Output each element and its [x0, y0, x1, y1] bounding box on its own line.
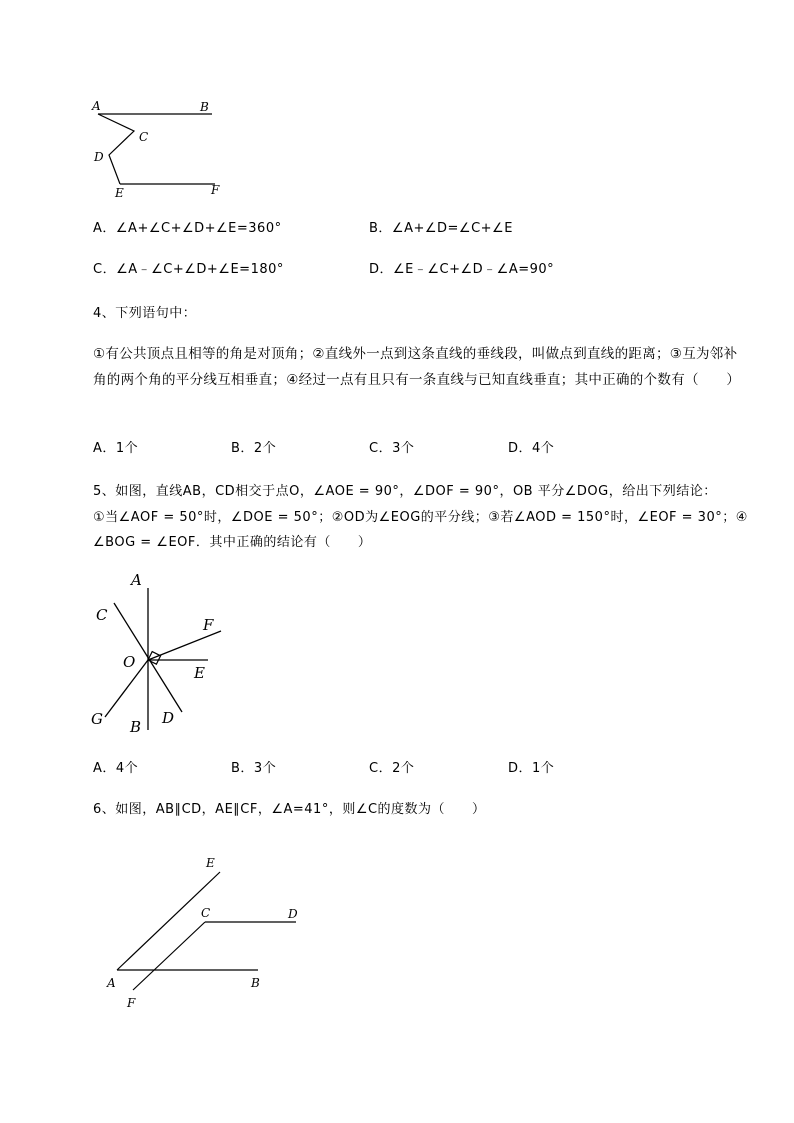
q5-option-d[interactable]: D．1个	[508, 761, 555, 776]
label-g: G	[91, 710, 103, 728]
q3-option-b[interactable]: B．∠A+∠D=∠C+∠E	[369, 221, 513, 236]
label-c: C	[96, 606, 108, 624]
q5-option-c[interactable]: C．2个	[369, 761, 415, 776]
label-e: E	[115, 186, 124, 200]
q5-line-2: ①当∠AOF = 50°时，∠DOE = 50°；②OD为∠EOG的平分线；③若∠AOD = 150°时，∠EOF = 30°；④	[93, 510, 748, 525]
label-c: C	[139, 130, 149, 144]
label-d: D	[288, 907, 298, 921]
label-f: F	[211, 183, 220, 197]
q4-option-d[interactable]: D．4个	[508, 441, 555, 456]
label-b: B	[200, 100, 209, 114]
q5-line-3: ∠BOG = ∠EOF．其中正确的结论有（ ）	[93, 535, 372, 550]
label-d: D	[162, 709, 175, 727]
figure-q6	[95, 850, 310, 1015]
line-cf	[133, 922, 205, 990]
q6-stem: 6、如图，AB∥CD，AE∥CF，∠A=41°，则∠C的度数为（ ）	[93, 802, 486, 817]
q3-option-d[interactable]: D．∠E﹣∠C+∠D﹣∠A=90°	[369, 262, 555, 277]
q4-option-c[interactable]: C．3个	[369, 441, 415, 456]
q5-line-1: 5、如图，直线AB，CD相交于点O，∠AOE = 90°，∠DOF = 90°，OB 平分∠DOG，给出下列结论：	[93, 484, 717, 499]
line-ae	[117, 872, 220, 970]
q5-option-b[interactable]: B．3个	[231, 761, 277, 776]
q4-option-a[interactable]: A．1个	[93, 441, 139, 456]
label-b: B	[251, 976, 260, 990]
label-f: F	[127, 996, 136, 1010]
q4-option-b[interactable]: B．2个	[231, 441, 277, 456]
label-a: A	[131, 571, 142, 589]
q3-option-a[interactable]: A．∠A+∠C+∠D+∠E=360°	[93, 221, 282, 236]
label-e: E	[206, 856, 215, 870]
figure-q5	[85, 570, 235, 740]
label-o: O	[123, 653, 136, 671]
label-a: A	[92, 99, 101, 113]
q4-stem: 4、下列语句中：	[93, 306, 197, 321]
label-f: F	[203, 616, 214, 634]
label-d: D	[94, 150, 104, 164]
line-of	[148, 631, 221, 660]
polyline-acde	[98, 114, 134, 184]
label-b: B	[130, 718, 142, 736]
q5-option-a[interactable]: A．4个	[93, 761, 139, 776]
label-c: C	[201, 906, 211, 920]
q4-body: ①有公共顶点且相等的角是对顶角；②直线外一点到这条直线的垂线段，叫做点到直线的距离；③互为邻补角的两个角的平分线互相垂直；④经过一点有且只有一条直线与已知直线垂直；其中正确的个数有（ ）	[93, 346, 741, 388]
q3-option-c[interactable]: C．∠A﹣∠C+∠D+∠E=180°	[93, 262, 284, 277]
label-e: E	[194, 664, 205, 682]
figure-q3	[85, 95, 235, 205]
label-a: A	[107, 976, 116, 990]
